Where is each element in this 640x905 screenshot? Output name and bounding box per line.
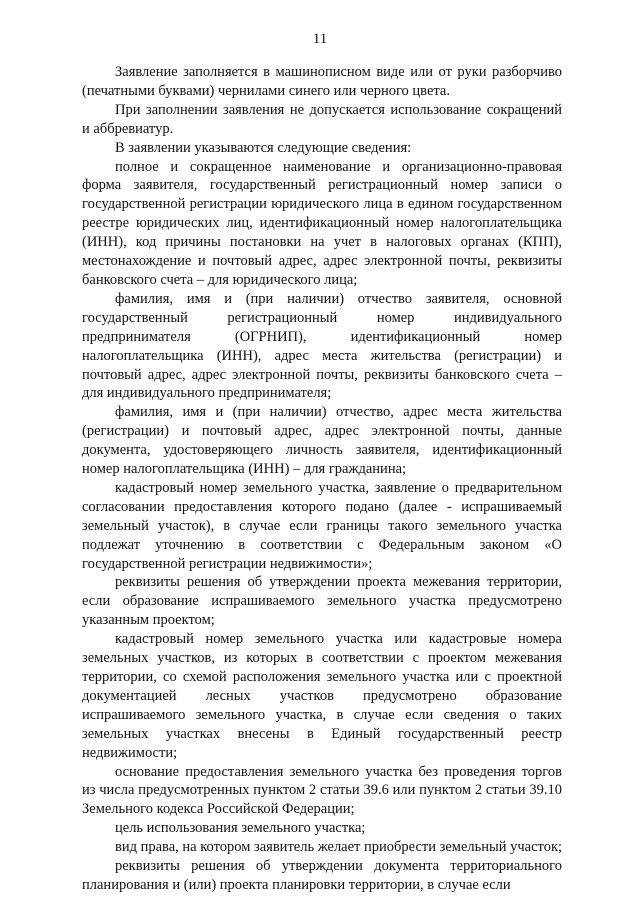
document-body xyxy=(82,63,562,895)
paragraph-fill-instructions: Заявление заполняется в машинописном виде или от руки разборчиво (печатными буквами) чернилами синего или черного цвета. xyxy=(82,64,562,99)
paragraph-cadastral-number: кадастровый номер земельного участка, заявление о предварительном согласовании предоставления которого подано (далее - испрашиваемый земельный участок), в случае если границы такого земельного участка подлежат уточнению в соответствии с Федеральным законом «О государственной регистрации недвижимости»; xyxy=(82,479,562,572)
paragraph-type-of-right: вид права, на котором заявитель желает приобрести земельный участок; xyxy=(115,839,563,856)
paragraph-required-info-intro: В заявлении указываются следующие сведения: xyxy=(115,139,412,156)
paragraph-citizen-info: фамилия, имя и (при наличии) отчество, адрес места жительства (регистрации) и почтовый адрес, адрес электронной почты, данные документа, удостоверяющего личность заявителя, идентификационный номер налогоплательщика (ИНН) – для гражданина; xyxy=(82,404,562,478)
paragraph-planning-document: реквизиты решения об утверждении документа территориального планирования и (или) проекта планировки территории, в случае если xyxy=(82,858,562,893)
paragraph-legal-entity-info: полное и сокращенное наименование и организационно-правовая форма заявителя, государственный регистрационный номер записи о государственной регистрации юридического лица в едином государственном реестре юридических лиц, идентификационный номер налогоплательщика (ИНН), код причины постановки на учет в налоговых органах (КПП), местонахождение и почтовый адрес, адрес электронной почты, реквизиты банковского счета – для юридического лица; xyxy=(82,158,562,288)
paragraph-no-abbreviations: При заполнении заявления не допускается использование сокращений и аббревиатур. xyxy=(82,101,562,137)
paragraph-source-plots: кадастровый номер земельного участка или кадастровые номера земельных участков, из которых в соответствии с проектом межевания территории, со схемой расположения земельного участка или с проектной документацией лесных участков предусмотрено образование испрашиваемого земельного участка, в случае если сведения о таких земельных участках внесены в Единый государственный реестр недвижимости; xyxy=(82,631,562,761)
paragraph-grounds-without-auction: основание предоставления земельного участка без проведения торгов из числа предусмотренных пунктом 2 статьи 39.6 или пунктом 2 статьи 39.10 Земельного кодекса Российской Федерации; xyxy=(82,763,562,818)
paragraph-purpose-of-use: цель использования земельного участка; xyxy=(115,820,366,837)
paragraph-survey-project-decision: реквизиты решения об утверждении проекта межевания территории, если образование испрашиваемого земельного участка предусмотрено указанным проектом; xyxy=(82,574,562,629)
page-number: 11 xyxy=(312,31,328,47)
paragraph-entrepreneur-info: фамилия, имя и (при наличии) отчество заявителя, основной государственный регистрационный номер индивидуального предпринимателя (ОГРНИП), идентификационный номер налогоплательщика (ИНН), адрес места жительства (регистрации) и почтовый адрес, адрес электронной почты, реквизиты банковского счета – для индивидуального предпринимателя; xyxy=(82,290,562,402)
